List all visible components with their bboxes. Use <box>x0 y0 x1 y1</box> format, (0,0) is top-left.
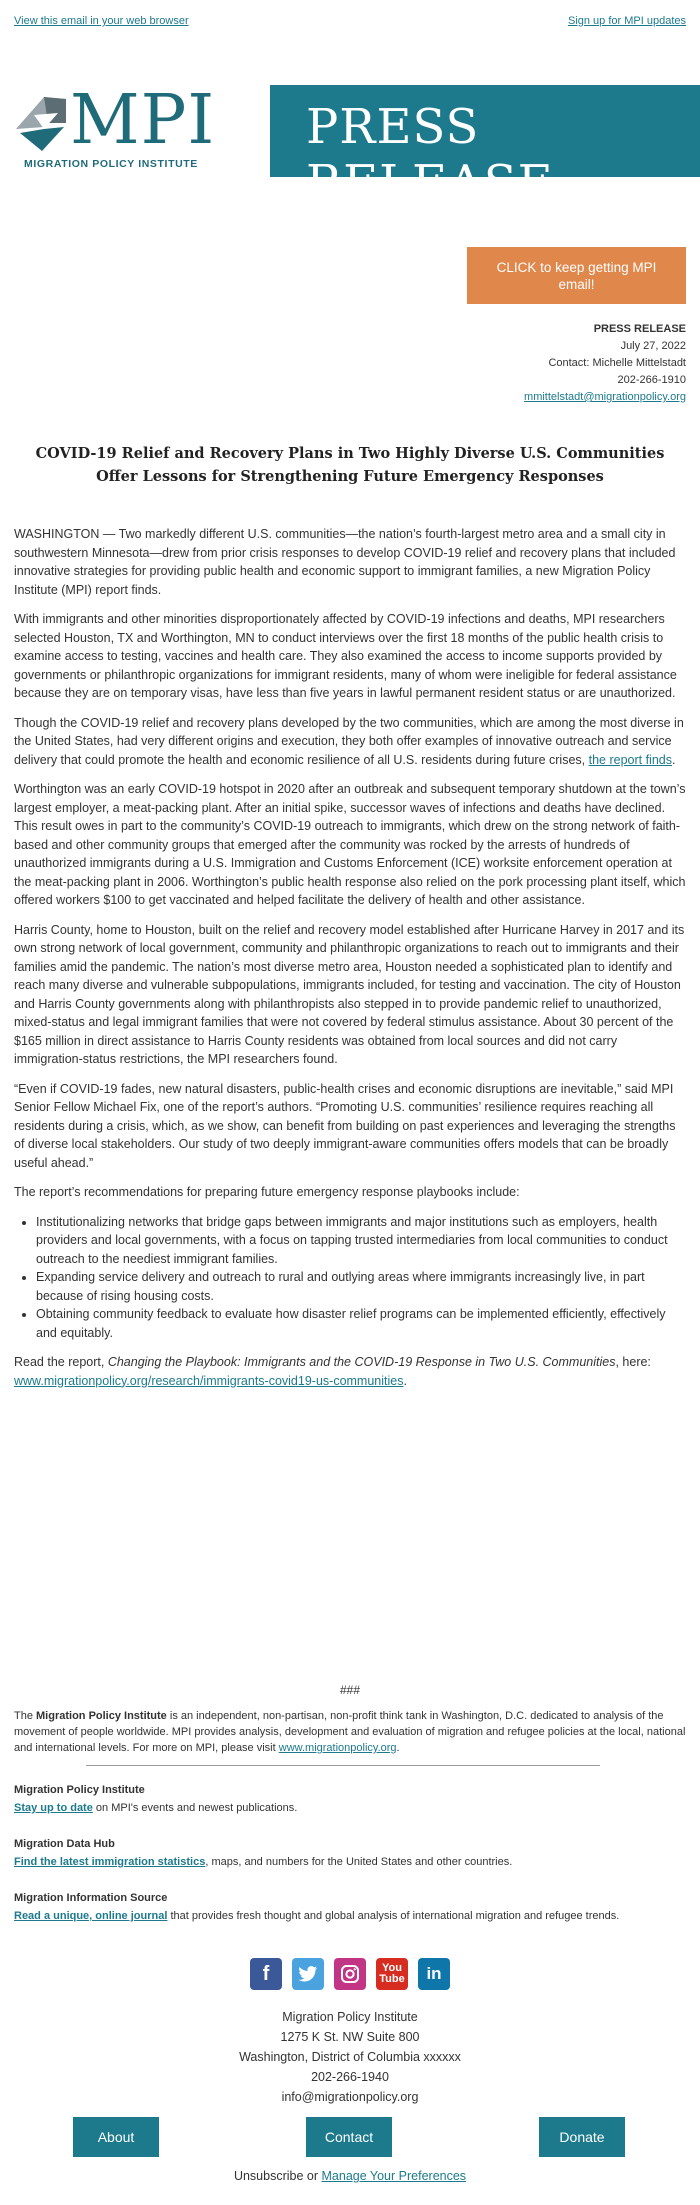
paragraph: “Even if COVID-19 fades, new natural disasters, public-health crises and economic disruptions are inevitable,” said MPI Senior Fellow Michael Fix, one of the report’s authors. “Promoting U.S. communities’ resilience requires reaching all residents during a crisis, which, as we show, can benefit from building on past experiences and leveraging the strengths of diverse local stakeholders. Our study of two deeply immigrant-aware communities offers models that can be broadly useful ahead.” <box>14 1081 676 1170</box>
header-banner <box>14 81 700 211</box>
manage-preferences-link[interactable]: Manage Your Preferences <box>321 2169 467 2183</box>
paragraph: WASHINGTON — Two markedly different U.S. communities—the nation’s fourth-largest metro area and a small city in southwestern Minnesota—drew from prior crisis responses to develop COVID-19 relief and recovery plans that included innovative strategies for providing public health and economic support to immigrant families, a new Migration Policy Institute (MPI) report finds. <box>14 527 676 597</box>
address-city: Washington, District of Columbia xxxxxx <box>239 2050 461 2064</box>
logo-text: MPI <box>70 81 216 160</box>
instagram-icon[interactable] <box>334 1958 366 1990</box>
info-source-block: Migration Information Source Read a unique, online journal that provides fresh thought and global analysis of international migration and refugee trends. <box>14 1890 686 1924</box>
list-item: • Expanding service delivery and outreach to rural and outlying areas where immigrants increasingly live, in part because of rising housing costs. <box>36 1268 686 1305</box>
press-meta <box>524 321 686 406</box>
signup-link[interactable]: Sign up for MPI updates <box>567 15 686 27</box>
latest-statistics-link[interactable]: Find the latest immigration statistics <box>14 1856 206 1868</box>
list-item: • Obtaining community feedback to evaluate how disaster relief programs can be implemented efficiently, effectively and equitably. <box>36 1305 686 1342</box>
divider <box>86 1765 600 1766</box>
paragraph: Worthington was an early COVID-19 hotspot in 2020 after an outbreak and subsequent temporary shutdown at the town’s largest employer, a meat-packing plant. After an initial spike, successor waves of infections and deaths have declined. This result owes in part to the community’s COVID-19 outreach to immigrants, which drew on the strong network of faith-based and other community groups that emerged after the community was rocked by the arrests of hundreds of unauthorized immigrants during a U.S. Immigration and Customs Enforcement (ICE) worksite enforcement operation at the meat-packing plant in 2006. Worthington’s public health response also relied on the pork processing plant itself, which offered workers $100 to get vaccinated and helped facilitate the delivery of health and other assistance. <box>14 782 686 907</box>
address-phone: 202-266-1940 <box>311 2070 389 2084</box>
list-item: • Institutionalizing networks that bridge gaps between immigrants and major institutions such as employers, health providers and local governments, with a focus on tapping trusted intermediaries from local communities to conduct outreach to the neediest immigrant families. <box>36 1213 686 1269</box>
block-title: Migration Data Hub <box>14 1838 115 1850</box>
view-in-browser-link[interactable]: View this email in your web browser <box>14 15 189 27</box>
twitter-icon[interactable] <box>292 1958 324 1990</box>
contact-button[interactable]: Contact <box>306 2117 392 2157</box>
contact-name: Contact: Michelle Mittelstadt <box>548 357 686 369</box>
article-body <box>14 525 686 1401</box>
press-release-banner <box>270 85 700 211</box>
mpi-website-link[interactable]: www.migrationpolicy.org <box>278 1742 397 1754</box>
keep-email-button[interactable]: CLICK to keep getting MPI email! <box>467 247 686 304</box>
block-title: Migration Policy Institute <box>14 1784 145 1796</box>
online-journal-link[interactable]: Read a unique, online journal <box>14 1910 168 1922</box>
mpi-block: Migration Policy Institute Stay up to date on MPI's events and newest publications. <box>14 1782 686 1816</box>
press-release-title: PRESS RELEASE <box>306 99 554 211</box>
paragraph: With immigrants and other minorities disproportionately affected by COVID-19 infections and deaths, MPI researchers selected Houston, TX and Worthington, MN to conduct interviews over the first 18 months of the public health crisis to examine access to testing, vaccines and health care. They also examined the access to income supports provided by governments or philanthropic organizations for immigrant residents, many of whom were ineligible for federal assistance because they are on temporary visas, have less than five years in lawful permanent resident status or are unauthorized. <box>14 612 677 700</box>
about-mpi: The Migration Policy Institute is an independent, non-partisan, non-profit think tank in Washington, D.C. dedicated to analysis of the movement of people worldwide. MPI provides analysis, development and evaluation of migration and refugee policies at the local, national and international levels. For more on MPI, please visit www.migrationpolicy.org. <box>14 1710 686 1754</box>
end-marker: ### <box>339 1683 361 1697</box>
paragraph: Read the report, Changing the Playbook: Immigrants and the COVID-19 Response in Two U.S. Communities, here: www.migrationpolicy.org/research/immigrants-covid19-us-communities. <box>14 1355 651 1388</box>
address-email: info@migrationpolicy.org <box>281 2090 419 2104</box>
linkedin-icon[interactable]: in <box>418 1958 450 1990</box>
stay-up-to-date-link[interactable]: Stay up to date <box>14 1802 93 1814</box>
unsubscribe-footer: Unsubscribe or Manage Your Preferences <box>233 2169 467 2183</box>
address-name: Migration Policy Institute <box>282 2010 418 2024</box>
instagram-glyph-icon <box>340 1964 360 1984</box>
block-title: Migration Information Source <box>14 1892 168 1904</box>
facebook-icon[interactable]: f <box>250 1958 282 1990</box>
mpi-logo[interactable] <box>14 81 270 177</box>
address-street: 1275 K St. NW Suite 800 <box>280 2030 420 2044</box>
paragraph: The report’s recommendations for preparing future emergency response playbooks include: <box>14 1185 520 1199</box>
about-button[interactable]: About <box>73 2117 159 2157</box>
mailing-address <box>0 2007 700 2107</box>
report-finds-link[interactable]: the report finds <box>588 752 672 767</box>
page-title: COVID-19 Relief and Recovery Plans in Two Highly Diverse U.S. Communities Offer Lessons for Strengthening Future Emergency Responses <box>35 445 665 485</box>
paragraph: Though the COVID-19 relief and recovery plans developed by the two communities, which are among the most diverse in the United States, had very different origins and execution, they both offer examples of innovative outreach and service delivery that could promote the health and economic resilience of all U.S. residents during future crises, the report finds. <box>14 715 684 767</box>
mpi-logo-icon <box>14 93 72 153</box>
donate-button[interactable]: Donate <box>539 2117 625 2157</box>
contact-email-link[interactable]: mmittelstadt@migrationpolicy.org <box>524 391 686 403</box>
logo-subtitle: MIGRATION POLICY INSTITUTE <box>24 158 198 170</box>
paragraph: Harris County, home to Houston, built on the relief and recovery model established after Hurricane Harvey in 2017 and its own strong network of local government, community and philanthropic organizations to reach out to immigrants and their families amid the pandemic. The nation’s most diverse metro area, Houston needed a sophisticated plan to identify and reach many diverse and vulnerable subpopulations, immigrants included, for testing and vaccination. The city of Houston and Harris County governments along with philanthropists also stepped in to provide pandemic relief to unauthorized, mixed-status and legal immigrant families that were not covered by federal stimulus assistance. About 30 percent of the $165 million in direct assistance to Harris County residents was obtained from local sources and did not carry immigration-status restrictions, the MPI researchers found. <box>14 922 685 1066</box>
contact-phone: 202-266-1910 <box>617 374 686 386</box>
data-hub-block: Migration Data Hub Find the latest immigration statistics, maps, and numbers for the United States and other countries. <box>14 1836 686 1870</box>
press-release-label: PRESS RELEASE <box>593 323 686 335</box>
recommendations-list <box>14 1213 686 1343</box>
release-date: July 27, 2022 <box>620 340 686 352</box>
youtube-icon[interactable]: You Tube <box>376 1958 408 1990</box>
twitter-bird-icon <box>298 1965 318 1983</box>
report-link[interactable]: www.migrationpolicy.org/research/immigrants-covid19-us-communities <box>14 1373 404 1388</box>
